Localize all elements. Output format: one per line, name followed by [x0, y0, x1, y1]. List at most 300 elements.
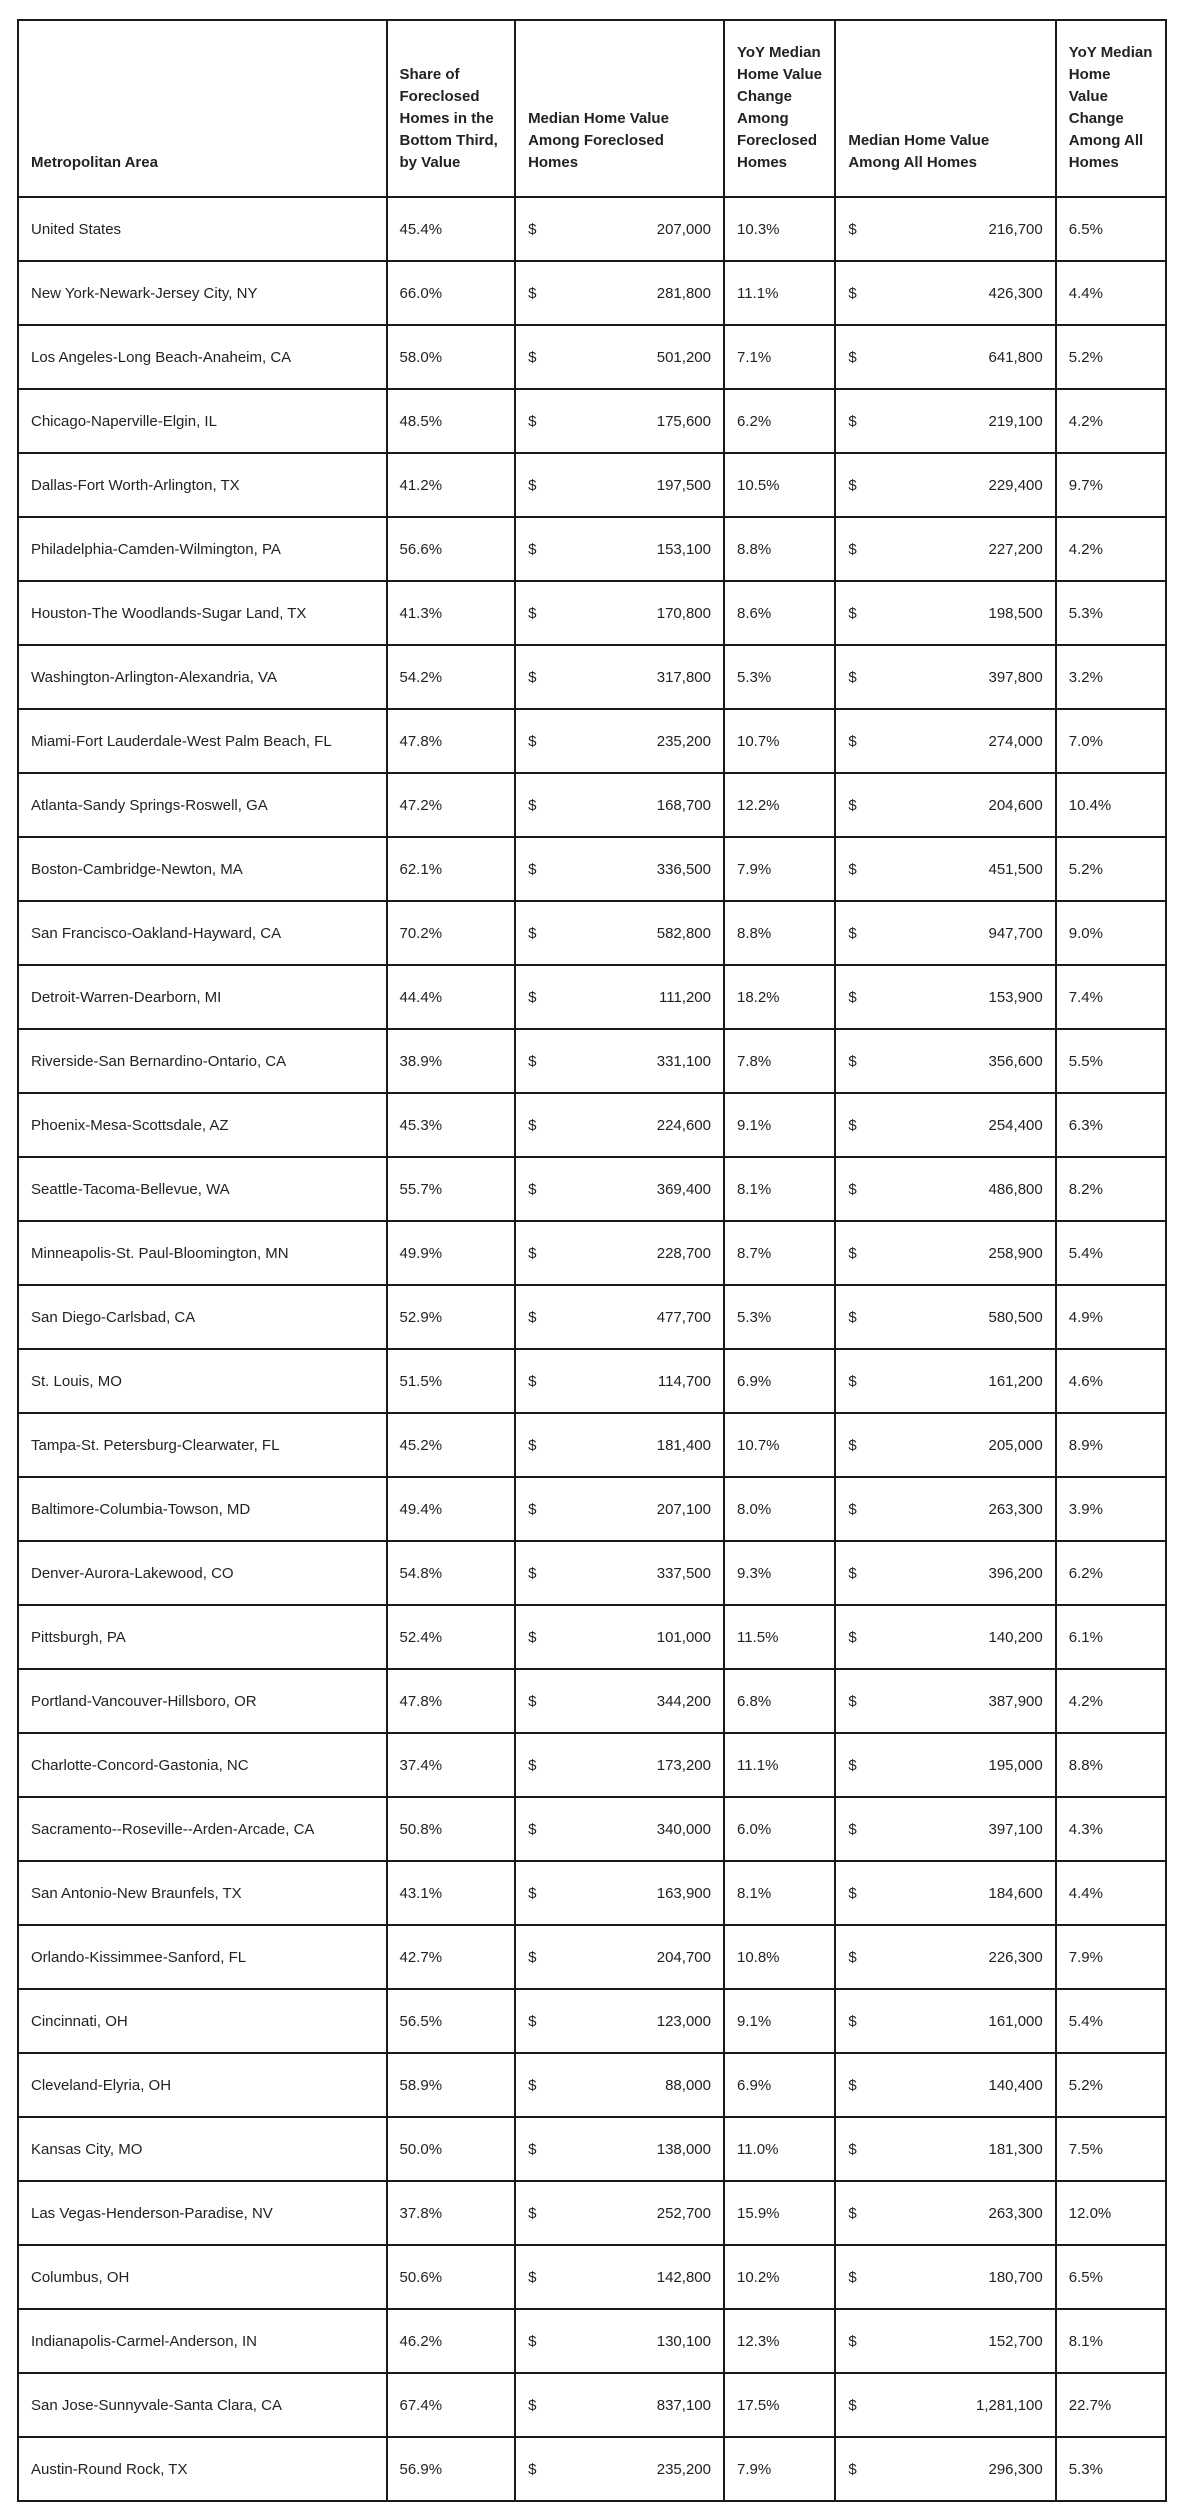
currency-value — [848, 474, 1042, 497]
yoy-change-foreclosed-cell: 6.9% — [724, 2053, 835, 2117]
table-row — [18, 773, 1166, 837]
currency-symbol: $ — [528, 1372, 537, 1390]
currency-value — [848, 1434, 1042, 1457]
table-row — [18, 2117, 1166, 2181]
currency-value — [848, 2458, 1042, 2481]
metro-area-cell: New York-Newark-Jersey City, NY — [18, 261, 387, 325]
currency-amount: 181,400 — [656, 1436, 711, 1454]
currency-symbol: $ — [848, 668, 857, 686]
median-value-foreclosed-cell — [515, 1093, 724, 1157]
median-value-foreclosed-cell — [515, 2245, 724, 2309]
median-value-foreclosed-cell — [515, 581, 724, 645]
yoy-change-foreclosed-cell: 6.8% — [724, 1669, 835, 1733]
currency-symbol: $ — [848, 540, 857, 558]
share-bottom-third-cell: 56.9% — [387, 2437, 516, 2501]
currency-symbol: $ — [528, 1948, 537, 1966]
share-bottom-third-cell: 49.4% — [387, 1477, 516, 1541]
median-value-all-cell — [835, 709, 1055, 773]
currency-value — [528, 1242, 711, 1265]
currency-amount: 235,200 — [656, 2460, 711, 2478]
share-bottom-third-cell: 41.2% — [387, 453, 516, 517]
currency-amount: 258,900 — [988, 1244, 1043, 1262]
currency-symbol: $ — [848, 1564, 857, 1582]
currency-value — [848, 794, 1042, 817]
currency-amount: 281,800 — [656, 284, 711, 302]
currency-value — [528, 986, 711, 1009]
table-row — [18, 1029, 1166, 1093]
currency-value — [528, 1754, 711, 1777]
currency-amount: 1,281,100 — [976, 2396, 1043, 2414]
median-value-foreclosed-cell — [515, 1861, 724, 1925]
table-row — [18, 581, 1166, 645]
currency-symbol: $ — [528, 860, 537, 878]
metro-area-cell: Orlando-Kissimmee-Sanford, FL — [18, 1925, 387, 1989]
currency-symbol: $ — [848, 860, 857, 878]
currency-value — [848, 2074, 1042, 2097]
yoy-change-foreclosed-cell: 8.1% — [724, 1861, 835, 1925]
yoy-change-all-cell: 8.1% — [1056, 2309, 1166, 2373]
currency-symbol: $ — [528, 1052, 537, 1070]
currency-value — [848, 538, 1042, 561]
currency-symbol: $ — [528, 2332, 537, 2350]
metro-area-cell: Cincinnati, OH — [18, 1989, 387, 2053]
currency-symbol: $ — [848, 2204, 857, 2222]
currency-amount: 123,000 — [656, 2012, 711, 2030]
currency-value — [528, 2202, 711, 2225]
currency-symbol: $ — [848, 284, 857, 302]
currency-value — [848, 1818, 1042, 1841]
table-row — [18, 965, 1166, 1029]
yoy-change-foreclosed-cell: 7.1% — [724, 325, 835, 389]
metro-area-cell: San Antonio-New Braunfels, TX — [18, 1861, 387, 1925]
currency-value — [848, 602, 1042, 625]
currency-symbol: $ — [528, 2140, 537, 2158]
currency-symbol: $ — [528, 1308, 537, 1326]
share-bottom-third-cell: 45.3% — [387, 1093, 516, 1157]
table-header-row — [18, 20, 1166, 197]
metro-area-cell: Boston-Cambridge-Newton, MA — [18, 837, 387, 901]
table-row — [18, 2181, 1166, 2245]
yoy-change-all-cell: 4.2% — [1056, 1669, 1166, 1733]
currency-value — [528, 1626, 711, 1649]
currency-amount: 344,200 — [656, 1692, 711, 1710]
yoy-change-all-cell: 3.9% — [1056, 1477, 1166, 1541]
median-value-all-cell — [835, 1285, 1055, 1349]
table-row — [18, 1541, 1166, 1605]
metro-area-cell: Minneapolis-St. Paul-Bloomington, MN — [18, 1221, 387, 1285]
share-bottom-third-cell: 62.1% — [387, 837, 516, 901]
median-value-foreclosed-cell — [515, 1029, 724, 1093]
metro-area-cell: St. Louis, MO — [18, 1349, 387, 1413]
share-bottom-third-cell: 49.9% — [387, 1221, 516, 1285]
currency-symbol: $ — [848, 732, 857, 750]
currency-value — [528, 474, 711, 497]
share-bottom-third-cell: 50.0% — [387, 2117, 516, 2181]
currency-symbol: $ — [848, 1052, 857, 1070]
currency-symbol: $ — [528, 2076, 537, 2094]
currency-symbol: $ — [848, 1180, 857, 1198]
currency-value — [848, 1882, 1042, 1905]
table-row — [18, 325, 1166, 389]
table-row — [18, 1413, 1166, 1477]
median-value-foreclosed-cell — [515, 2181, 724, 2245]
currency-symbol: $ — [848, 1244, 857, 1262]
share-bottom-third-cell: 47.2% — [387, 773, 516, 837]
yoy-change-all-cell: 6.1% — [1056, 1605, 1166, 1669]
yoy-change-foreclosed-cell: 9.1% — [724, 1989, 835, 2053]
yoy-change-all-cell: 22.7% — [1056, 2373, 1166, 2437]
currency-value — [848, 1050, 1042, 1073]
yoy-change-foreclosed-cell: 12.3% — [724, 2309, 835, 2373]
header-yoy-change-foreclosed: YoY Median Home Value Change Among Foreclosed Homes — [724, 20, 835, 197]
table-row — [18, 1157, 1166, 1221]
currency-value — [848, 2202, 1042, 2225]
yoy-change-all-cell: 5.4% — [1056, 1221, 1166, 1285]
median-value-foreclosed-cell — [515, 2373, 724, 2437]
currency-symbol: $ — [528, 2396, 537, 2414]
currency-value — [848, 2010, 1042, 2033]
metro-area-cell: Dallas-Fort Worth-Arlington, TX — [18, 453, 387, 517]
currency-symbol: $ — [528, 540, 537, 558]
share-bottom-third-cell: 48.5% — [387, 389, 516, 453]
currency-value — [848, 410, 1042, 433]
median-value-foreclosed-cell — [515, 1349, 724, 1413]
currency-symbol: $ — [528, 476, 537, 494]
metro-area-cell: San Diego-Carlsbad, CA — [18, 1285, 387, 1349]
median-value-all-cell — [835, 389, 1055, 453]
share-bottom-third-cell: 42.7% — [387, 1925, 516, 1989]
currency-value — [848, 1242, 1042, 1265]
currency-symbol: $ — [848, 2268, 857, 2286]
share-bottom-third-cell: 66.0% — [387, 261, 516, 325]
currency-symbol: $ — [848, 412, 857, 430]
yoy-change-all-cell: 12.0% — [1056, 2181, 1166, 2245]
currency-value — [528, 666, 711, 689]
currency-amount: 219,100 — [988, 412, 1043, 430]
median-value-all-cell — [835, 1029, 1055, 1093]
currency-value — [528, 1306, 711, 1329]
currency-amount: 227,200 — [988, 540, 1043, 558]
currency-amount: 254,400 — [988, 1116, 1043, 1134]
currency-amount: 204,700 — [656, 1948, 711, 1966]
currency-symbol: $ — [848, 2012, 857, 2030]
yoy-change-foreclosed-cell: 8.8% — [724, 517, 835, 581]
metro-area-cell: Tampa-St. Petersburg-Clearwater, FL — [18, 1413, 387, 1477]
currency-value — [528, 218, 711, 241]
median-value-all-cell — [835, 1093, 1055, 1157]
table-row — [18, 2373, 1166, 2437]
currency-symbol: $ — [528, 1500, 537, 1518]
currency-symbol: $ — [848, 1884, 857, 1902]
currency-amount: 947,700 — [988, 924, 1043, 942]
currency-amount: 317,800 — [656, 668, 711, 686]
median-value-all-cell — [835, 517, 1055, 581]
currency-amount: 263,300 — [988, 2204, 1043, 2222]
median-value-all-cell — [835, 1221, 1055, 1285]
median-value-all-cell — [835, 1413, 1055, 1477]
table-row — [18, 261, 1166, 325]
currency-amount: 397,800 — [988, 668, 1043, 686]
currency-value — [848, 1306, 1042, 1329]
currency-amount: 340,000 — [656, 1820, 711, 1838]
currency-symbol: $ — [848, 1820, 857, 1838]
currency-amount: 198,500 — [988, 604, 1043, 622]
median-value-foreclosed-cell — [515, 197, 724, 261]
table-row — [18, 1221, 1166, 1285]
share-bottom-third-cell: 58.9% — [387, 2053, 516, 2117]
median-value-foreclosed-cell — [515, 901, 724, 965]
median-value-foreclosed-cell — [515, 1413, 724, 1477]
table-row — [18, 837, 1166, 901]
median-value-foreclosed-cell — [515, 2309, 724, 2373]
table-row — [18, 1925, 1166, 1989]
table-row — [18, 645, 1166, 709]
currency-amount: 207,100 — [656, 1500, 711, 1518]
currency-amount: 224,600 — [656, 1116, 711, 1134]
yoy-change-all-cell: 7.0% — [1056, 709, 1166, 773]
median-value-foreclosed-cell — [515, 1541, 724, 1605]
currency-amount: 226,300 — [988, 1948, 1043, 1966]
currency-value — [528, 2010, 711, 2033]
currency-value — [848, 1754, 1042, 1777]
yoy-change-foreclosed-cell: 10.2% — [724, 2245, 835, 2309]
metro-area-cell: Detroit-Warren-Dearborn, MI — [18, 965, 387, 1029]
yoy-change-foreclosed-cell: 10.5% — [724, 453, 835, 517]
currency-symbol: $ — [528, 412, 537, 430]
table-row — [18, 1733, 1166, 1797]
currency-amount: 130,100 — [656, 2332, 711, 2350]
currency-amount: 88,000 — [665, 2076, 711, 2094]
table-row — [18, 901, 1166, 965]
currency-symbol: $ — [848, 2332, 857, 2350]
currency-amount: 195,000 — [988, 1756, 1043, 1774]
currency-symbol: $ — [528, 1116, 537, 1134]
yoy-change-foreclosed-cell: 10.3% — [724, 197, 835, 261]
currency-symbol: $ — [848, 1692, 857, 1710]
table-row — [18, 2053, 1166, 2117]
median-value-foreclosed-cell — [515, 261, 724, 325]
share-bottom-third-cell: 55.7% — [387, 1157, 516, 1221]
share-bottom-third-cell: 70.2% — [387, 901, 516, 965]
currency-value — [528, 1562, 711, 1585]
currency-symbol: $ — [848, 1436, 857, 1454]
currency-value — [528, 602, 711, 625]
currency-amount: 175,600 — [656, 412, 711, 430]
yoy-change-foreclosed-cell: 7.8% — [724, 1029, 835, 1093]
table-row — [18, 389, 1166, 453]
share-bottom-third-cell: 41.3% — [387, 581, 516, 645]
yoy-change-all-cell: 6.2% — [1056, 1541, 1166, 1605]
currency-value — [848, 922, 1042, 945]
share-bottom-third-cell: 52.4% — [387, 1605, 516, 1669]
currency-symbol: $ — [528, 604, 537, 622]
share-bottom-third-cell: 51.5% — [387, 1349, 516, 1413]
metro-area-cell: Seattle-Tacoma-Bellevue, WA — [18, 1157, 387, 1221]
currency-symbol: $ — [528, 1692, 537, 1710]
median-value-all-cell — [835, 1925, 1055, 1989]
currency-symbol: $ — [528, 1820, 537, 1838]
median-value-all-cell — [835, 2117, 1055, 2181]
table-row — [18, 1797, 1166, 1861]
median-value-foreclosed-cell — [515, 453, 724, 517]
currency-value — [528, 858, 711, 881]
median-value-foreclosed-cell — [515, 965, 724, 1029]
yoy-change-all-cell: 4.9% — [1056, 1285, 1166, 1349]
currency-value — [848, 2330, 1042, 2353]
yoy-change-foreclosed-cell: 12.2% — [724, 773, 835, 837]
yoy-change-foreclosed-cell: 10.7% — [724, 1413, 835, 1477]
header-median-value-all: Median Home Value Among All Homes — [835, 20, 1055, 197]
currency-amount: 170,800 — [656, 604, 711, 622]
yoy-change-foreclosed-cell: 10.7% — [724, 709, 835, 773]
median-value-all-cell — [835, 1797, 1055, 1861]
currency-value — [848, 218, 1042, 241]
median-value-all-cell — [835, 2309, 1055, 2373]
yoy-change-foreclosed-cell: 7.9% — [724, 2437, 835, 2501]
yoy-change-all-cell: 5.2% — [1056, 2053, 1166, 2117]
currency-symbol: $ — [528, 348, 537, 366]
yoy-change-foreclosed-cell: 5.3% — [724, 1285, 835, 1349]
median-value-all-cell — [835, 261, 1055, 325]
yoy-change-all-cell: 4.6% — [1056, 1349, 1166, 1413]
share-bottom-third-cell: 50.6% — [387, 2245, 516, 2309]
currency-value — [528, 538, 711, 561]
currency-amount: 582,800 — [656, 924, 711, 942]
median-value-all-cell — [835, 965, 1055, 1029]
currency-value — [848, 666, 1042, 689]
metro-area-cell: Los Angeles-Long Beach-Anaheim, CA — [18, 325, 387, 389]
median-value-foreclosed-cell — [515, 1797, 724, 1861]
median-value-foreclosed-cell — [515, 2053, 724, 2117]
yoy-change-all-cell: 5.3% — [1056, 2437, 1166, 2501]
currency-symbol: $ — [848, 1308, 857, 1326]
yoy-change-foreclosed-cell: 17.5% — [724, 2373, 835, 2437]
yoy-change-all-cell: 3.2% — [1056, 645, 1166, 709]
yoy-change-all-cell: 5.3% — [1056, 581, 1166, 645]
currency-symbol: $ — [528, 1564, 537, 1582]
metro-area-cell: Philadelphia-Camden-Wilmington, PA — [18, 517, 387, 581]
currency-amount: 138,000 — [656, 2140, 711, 2158]
yoy-change-all-cell: 7.4% — [1056, 965, 1166, 1029]
table-row — [18, 1861, 1166, 1925]
table-row — [18, 1285, 1166, 1349]
currency-amount: 168,700 — [656, 796, 711, 814]
currency-amount: 337,500 — [656, 1564, 711, 1582]
currency-value — [528, 1114, 711, 1137]
currency-value — [528, 1434, 711, 1457]
currency-amount: 837,100 — [656, 2396, 711, 2414]
share-bottom-third-cell: 50.8% — [387, 1797, 516, 1861]
currency-amount: 184,600 — [988, 1884, 1043, 1902]
currency-value — [848, 2138, 1042, 2161]
yoy-change-foreclosed-cell: 6.9% — [724, 1349, 835, 1413]
yoy-change-foreclosed-cell: 7.9% — [724, 837, 835, 901]
currency-value — [848, 2394, 1042, 2417]
currency-value — [528, 1370, 711, 1393]
currency-value — [528, 2458, 711, 2481]
median-value-all-cell — [835, 1477, 1055, 1541]
currency-symbol: $ — [528, 732, 537, 750]
currency-symbol: $ — [848, 2396, 857, 2414]
foreclosure-table — [17, 19, 1167, 2502]
currency-amount: 140,400 — [988, 2076, 1043, 2094]
median-value-foreclosed-cell — [515, 837, 724, 901]
currency-value — [528, 1498, 711, 1521]
currency-symbol: $ — [848, 604, 857, 622]
median-value-all-cell — [835, 453, 1055, 517]
median-value-foreclosed-cell — [515, 1477, 724, 1541]
metro-area-cell: Phoenix-Mesa-Scottsdale, AZ — [18, 1093, 387, 1157]
metro-area-cell: Washington-Arlington-Alexandria, VA — [18, 645, 387, 709]
median-value-all-cell — [835, 1989, 1055, 2053]
currency-amount: 263,300 — [988, 1500, 1043, 1518]
currency-value — [848, 282, 1042, 305]
share-bottom-third-cell: 37.8% — [387, 2181, 516, 2245]
metro-area-cell: Denver-Aurora-Lakewood, CO — [18, 1541, 387, 1605]
table-row — [18, 1093, 1166, 1157]
currency-value — [848, 1946, 1042, 1969]
median-value-foreclosed-cell — [515, 2437, 724, 2501]
median-value-foreclosed-cell — [515, 517, 724, 581]
currency-value — [528, 2074, 711, 2097]
currency-symbol: $ — [848, 796, 857, 814]
currency-symbol: $ — [528, 2012, 537, 2030]
currency-value — [848, 730, 1042, 753]
currency-amount: 477,700 — [656, 1308, 711, 1326]
share-bottom-third-cell: 44.4% — [387, 965, 516, 1029]
yoy-change-all-cell: 4.4% — [1056, 261, 1166, 325]
yoy-change-all-cell: 4.3% — [1056, 1797, 1166, 1861]
currency-symbol: $ — [848, 988, 857, 1006]
currency-value — [848, 346, 1042, 369]
currency-symbol: $ — [848, 1628, 857, 1646]
median-value-all-cell — [835, 901, 1055, 965]
yoy-change-foreclosed-cell: 10.8% — [724, 1925, 835, 1989]
table-row — [18, 1669, 1166, 1733]
currency-symbol: $ — [848, 924, 857, 942]
table-body — [18, 197, 1166, 2501]
currency-amount: 331,100 — [656, 1052, 711, 1070]
currency-symbol: $ — [528, 1244, 537, 1262]
currency-amount: 229,400 — [988, 476, 1043, 494]
metro-area-cell: Baltimore-Columbia-Towson, MD — [18, 1477, 387, 1541]
share-bottom-third-cell: 56.6% — [387, 517, 516, 581]
currency-value — [848, 1498, 1042, 1521]
currency-amount: 451,500 — [988, 860, 1043, 878]
yoy-change-foreclosed-cell: 6.0% — [724, 1797, 835, 1861]
yoy-change-foreclosed-cell: 5.3% — [724, 645, 835, 709]
currency-amount: 396,200 — [988, 1564, 1043, 1582]
median-value-foreclosed-cell — [515, 1605, 724, 1669]
median-value-all-cell — [835, 2373, 1055, 2437]
median-value-foreclosed-cell — [515, 1989, 724, 2053]
currency-symbol: $ — [528, 220, 537, 238]
currency-symbol: $ — [848, 2460, 857, 2478]
yoy-change-foreclosed-cell: 8.7% — [724, 1221, 835, 1285]
header-share-bottom-third: Share of Foreclosed Homes in the Bottom Third, by Value — [387, 20, 516, 197]
currency-value — [528, 730, 711, 753]
share-bottom-third-cell: 67.4% — [387, 2373, 516, 2437]
metro-area-cell: Cleveland-Elyria, OH — [18, 2053, 387, 2117]
median-value-all-cell — [835, 1541, 1055, 1605]
currency-value — [528, 1690, 711, 1713]
currency-symbol: $ — [528, 668, 537, 686]
table-row — [18, 1477, 1166, 1541]
median-value-all-cell — [835, 1669, 1055, 1733]
median-value-all-cell — [835, 2053, 1055, 2117]
currency-amount: 274,000 — [988, 732, 1043, 750]
currency-amount: 252,700 — [656, 2204, 711, 2222]
